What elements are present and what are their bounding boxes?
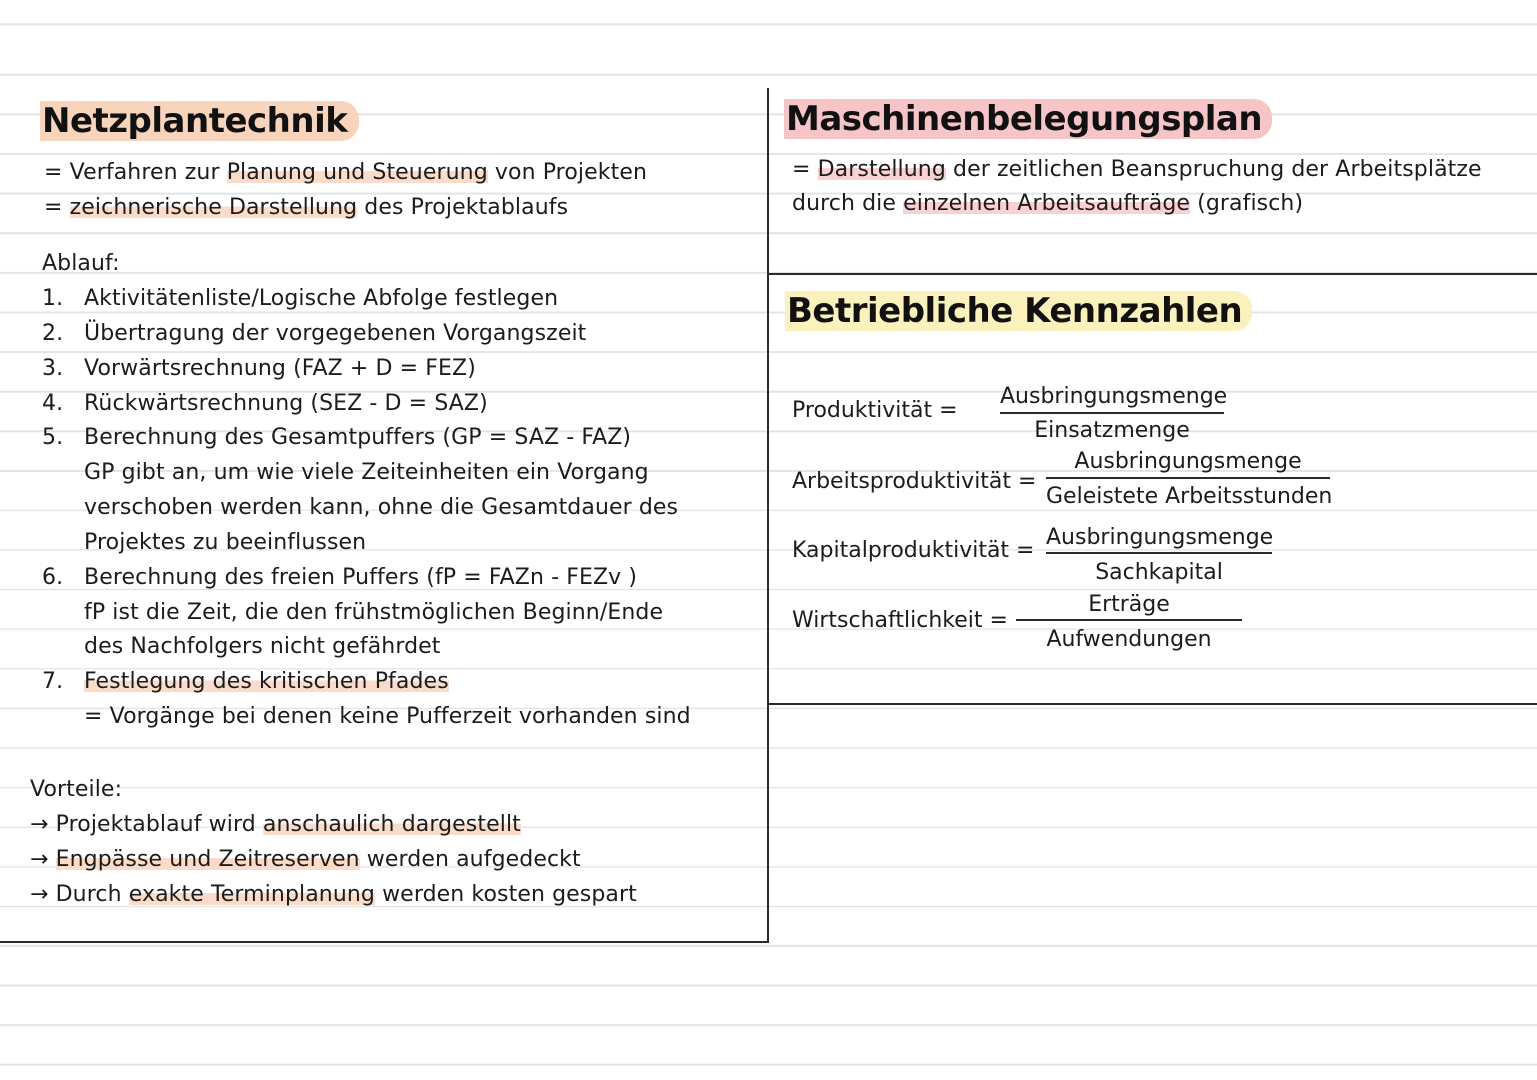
maschine-line2-suffix: (grafisch) [1190, 191, 1304, 216]
step-text: Berechnung des freien Puffers (fP = FAZn - FEZv ) [84, 565, 638, 590]
step-5 [42, 424, 631, 452]
def2-suffix: des Projektablaufs [357, 195, 569, 220]
vorteil-highlight: anschaulich dargestellt [262, 812, 521, 837]
maschine-line2-highlight: einzelnen Arbeitsaufträge [903, 191, 1191, 216]
def1-suffix: von Projekten [487, 160, 647, 185]
maschine-line1-suffix: der zeitlichen Beanspruchung der Arbeitsplätze [945, 157, 1482, 182]
step-6 [42, 564, 637, 592]
step-2 [42, 320, 586, 348]
left-bottom-border [0, 941, 769, 943]
ablauf-label: Ablauf: [42, 251, 120, 276]
vorteil-2 [30, 846, 581, 874]
kennzahlen-title-text: Betriebliche Kennzahlen [785, 291, 1252, 331]
step-text: Aktivitätenliste/Logische Abfolge festlegen [84, 286, 559, 311]
step-1 [42, 285, 558, 313]
step-text: Berechnung des Gesamtpuffers (GP = SAZ - FAZ) [84, 425, 632, 450]
column-divider [767, 88, 769, 943]
step-5-note-line-3: Projektes zu beeinflussen [84, 530, 367, 555]
step-text-highlight: Festlegung des kritischen Pfades [84, 669, 449, 694]
formula-produktivitaet-denominator: Einsatzmenge [1034, 418, 1190, 443]
formula-wirtschaftlichkeit-fraction-bar [1016, 619, 1242, 621]
formula-kapitalproduktivitaet-numerator: Ausbringungsmenge [1046, 525, 1274, 550]
netzplan-definition-1 [44, 159, 647, 187]
vorteil-highlight: exakte Terminplanung [128, 882, 375, 907]
step-4 [42, 390, 488, 418]
step-7-note: = Vorgänge bei denen keine Pufferzeit vorhanden sind [84, 704, 691, 729]
step-text: Übertragung der vorgegebenen Vorgangszeit [84, 321, 587, 346]
formula-kapitalproduktivitaet-label: Kapitalproduktivität = [792, 538, 1035, 563]
vorteile-label: Vorteile: [30, 777, 123, 802]
maschine-definition-1 [792, 156, 1482, 184]
formula-arbeitsproduktivitaet-numerator: Ausbringungsmenge [1074, 449, 1302, 474]
def1-highlight: Planung und Steuerung [226, 160, 488, 185]
def2-prefix: = [44, 195, 70, 220]
kennzahlen-title [785, 291, 1252, 331]
maschine-definition-2 [792, 190, 1303, 218]
formula-kapitalproduktivitaet-fraction-bar [1046, 552, 1272, 554]
def2-highlight: zeichnerische Darstellung [69, 195, 358, 220]
formula-arbeitsproduktivitaet-label: Arbeitsproduktivität = [792, 469, 1037, 494]
maschine-line2-prefix: durch die [792, 191, 904, 216]
vorteil-suffix: werden kosten gespart [375, 882, 637, 907]
formula-arbeitsproduktivitaet-denominator: Geleistete Arbeitsstunden [1046, 484, 1333, 509]
maschine-bottom-border [769, 273, 1537, 275]
netzplan-definition-2 [44, 194, 568, 222]
step-number: 5. [42, 425, 64, 450]
netzplan-title-text: Netzplantechnik [40, 101, 359, 141]
netzplan-title [40, 101, 359, 141]
step-number: 6. [42, 565, 64, 590]
maschine-title-text: Maschinenbelegungsplan [784, 99, 1272, 139]
vorteil-prefix: → Durch [30, 882, 129, 907]
vorteil-1 [30, 811, 521, 839]
formula-produktivitaet-label: Produktivität = [792, 398, 958, 423]
step-3 [42, 355, 476, 383]
step-5-note-line-1: GP gibt an, um wie viele Zeiteinheiten ein Vorgang [84, 460, 649, 485]
formula-arbeitsproduktivitaet-fraction-bar [1046, 477, 1330, 479]
formula-wirtschaftlichkeit-label: Wirtschaftlichkeit = [792, 608, 1008, 633]
vorteil-prefix: → [30, 847, 56, 872]
step-7 [42, 668, 449, 696]
step-number: 4. [42, 391, 64, 416]
vorteil-3 [30, 881, 637, 909]
step-number: 2. [42, 321, 64, 346]
formula-produktivitaet-fraction-bar [1000, 412, 1224, 414]
formula-wirtschaftlichkeit-denominator: Aufwendungen [1046, 627, 1212, 652]
vorteil-suffix: werden aufgedeckt [359, 847, 581, 872]
maschine-title [784, 99, 1272, 139]
step-6-note-line-2: des Nachfolgers nicht gefährdet [84, 634, 441, 659]
def1-prefix: = Verfahren zur [44, 160, 227, 185]
kennzahlen-bottom-border [769, 703, 1537, 705]
formula-produktivitaet-numerator: Ausbringungsmenge [1000, 384, 1228, 409]
vorteil-prefix: → Projektablauf wird [30, 812, 263, 837]
step-text: Vorwärtsrechnung (FAZ + D = FEZ) [84, 356, 476, 381]
step-number: 1. [42, 286, 64, 311]
step-text: Rückwärtsrechnung (SEZ - D = SAZ) [84, 391, 488, 416]
formula-kapitalproduktivitaet-denominator: Sachkapital [1095, 560, 1223, 585]
maschine-line1-prefix: = [792, 157, 818, 182]
step-5-note-line-2: verschoben werden kann, ohne die Gesamtdauer des [84, 495, 679, 520]
formula-wirtschaftlichkeit-numerator: Erträge [1088, 592, 1170, 617]
maschine-line1-highlight: Darstellung [817, 157, 946, 182]
vorteil-highlight: Engpässe und Zeitreserven [55, 847, 360, 872]
step-6-note-line-1: fP ist die Zeit, die den frühstmöglichen Beginn/Ende [84, 600, 664, 625]
step-number: 3. [42, 356, 64, 381]
step-number: 7. [42, 669, 64, 694]
